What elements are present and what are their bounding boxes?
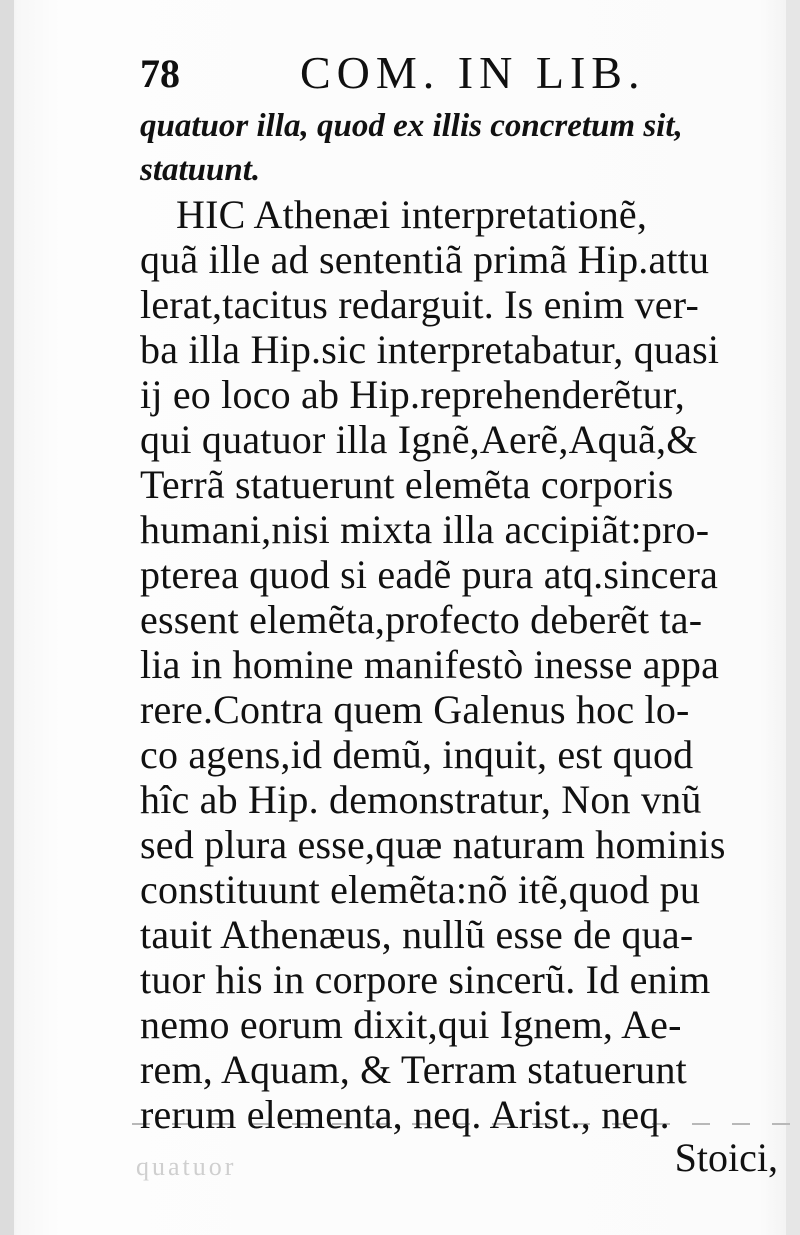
italic-line: statuunt. bbox=[140, 152, 261, 188]
text-line: rem, Aquam, & Terram statuerunt bbox=[140, 1047, 687, 1092]
text-line: constituunt elemẽta:nõ itẽ,quod pu bbox=[140, 867, 701, 912]
show-through-text: quatuor bbox=[136, 1152, 237, 1181]
page-number: 78 bbox=[140, 51, 180, 96]
text-line: rere.Contra quem Galenus hoc lo- bbox=[140, 687, 690, 732]
text-line: Terrã statuerunt elemẽta corporis bbox=[140, 462, 674, 507]
text-line: essent elemẽta,profecto deberẽt ta- bbox=[140, 597, 703, 642]
catchword: Stoici, bbox=[674, 1135, 778, 1180]
text-line: sed plura esse,quæ naturam hominis bbox=[140, 822, 726, 867]
text-line: hîc ab Hip. demonstratur, Non vnũ bbox=[140, 777, 702, 822]
text-line: co agens,id demũ, inquit, est quod bbox=[140, 732, 694, 777]
gutter-shadow bbox=[0, 0, 14, 1235]
text-line: nemo eorum dixit,qui Ignem, Ae- bbox=[140, 1002, 682, 1047]
text-line: lia in homine manifestò inesse appa bbox=[140, 642, 720, 687]
running-head: COM. IN LIB. bbox=[300, 47, 646, 98]
text-line: rerum elementa, neq. Arist., neq. bbox=[140, 1092, 670, 1137]
text-line: qui quatuor illa Ignẽ,Aerẽ,Aquã,& bbox=[140, 417, 698, 462]
text-line: quã ille ad sententiã primã Hip.attu bbox=[140, 237, 710, 282]
text-line: lerat,tacitus redarguit. Is enim ver- bbox=[140, 282, 699, 327]
italic-line: quatuor illa, quod ex illis concretum sit, bbox=[140, 108, 683, 144]
text-line: tauit Athenæus, nullũ esse de qua- bbox=[140, 912, 694, 957]
text-line: pterea quod si eadẽ pura atq.sincera bbox=[140, 552, 719, 597]
text-line: humani,nisi mixta illa accipiãt:pro- bbox=[140, 507, 710, 552]
text-line: HIC Athenæi interpretationẽ, bbox=[176, 192, 648, 237]
text-line: tuor his in corpore sincerũ. Id enim bbox=[140, 957, 711, 1002]
text-line: ij eo loco ab Hip.reprehenderẽtur, bbox=[140, 372, 685, 417]
body-text bbox=[140, 104, 790, 1137]
page-header bbox=[140, 42, 780, 102]
text-line: ba illa Hip.sic interpretabatur, quasi bbox=[140, 327, 720, 372]
